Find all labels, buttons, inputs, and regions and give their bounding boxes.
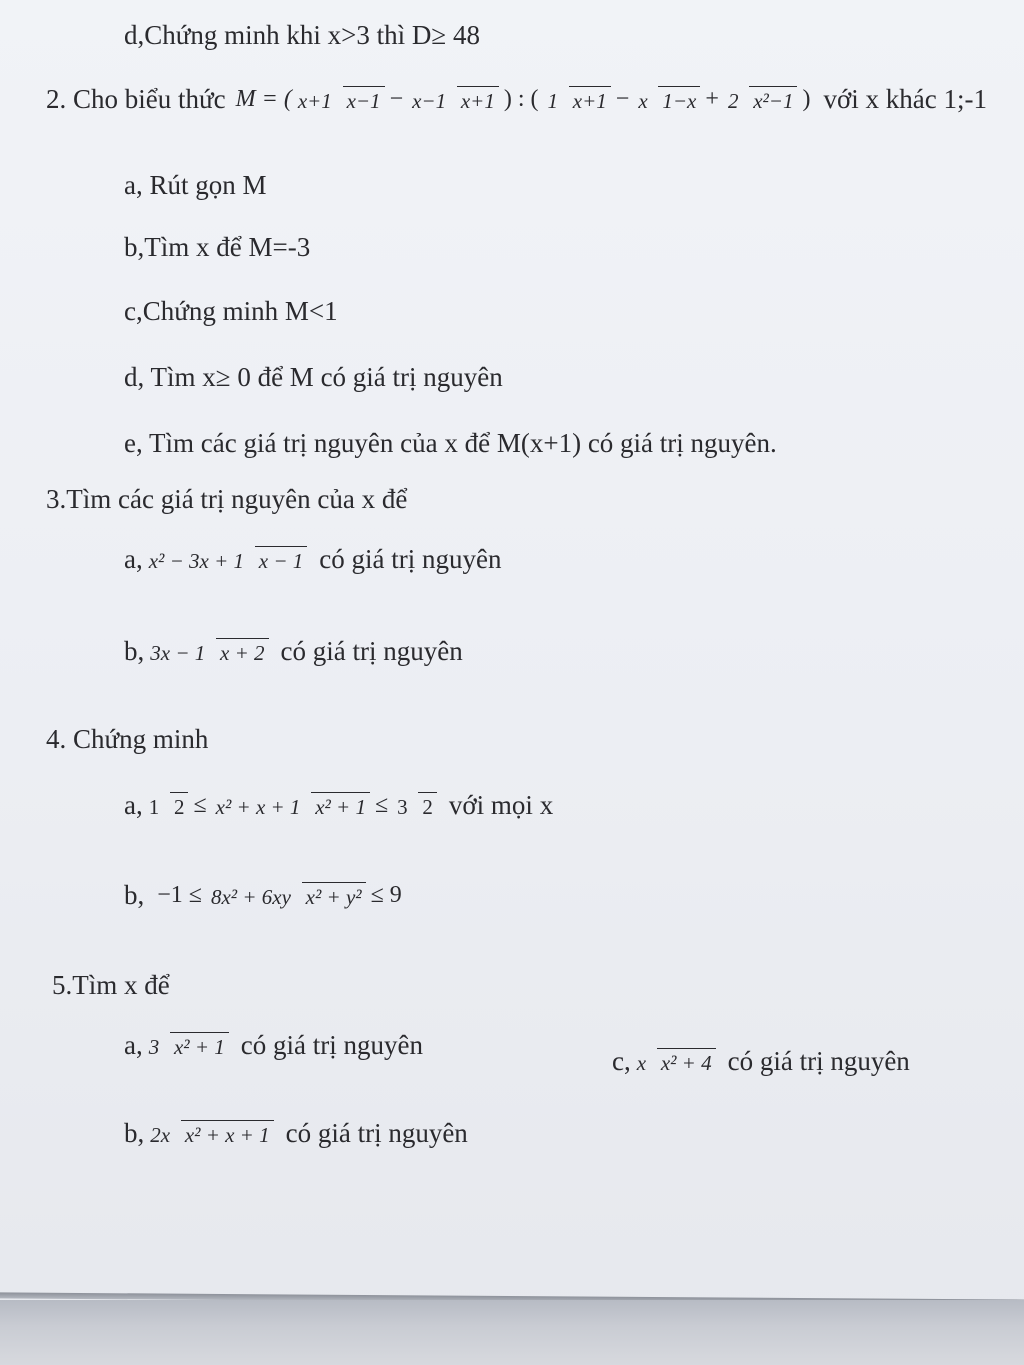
item-1d-text: d,Chứng minh khi x>3 thì D≥ 48 xyxy=(124,20,480,50)
fraction-5b: 2x x² + x + 1 xyxy=(146,1118,273,1149)
item-2b: b,Tìm x để M=-3 xyxy=(124,232,311,262)
item-2c: c,Chứng minh M<1 xyxy=(124,296,338,326)
item-4b: b, −1 ≤ 8x² + 6xy x² + y² ≤ 9 xyxy=(124,880,402,910)
problem-5: 5.Tìm x để xyxy=(52,970,170,1000)
fraction-5a: 3 x² + 1 xyxy=(145,1030,229,1061)
problem-2-condition: với x khác 1;-1 xyxy=(823,84,987,114)
fraction-3b: 3x − 1 x + 2 xyxy=(146,636,268,667)
item-2a: a, Rút gọn M xyxy=(124,170,267,200)
item-3b: b, 3x − 1 x + 2 có giá trị nguyên xyxy=(124,636,463,666)
fraction-1: x+1 x−1 xyxy=(294,84,385,115)
item-3a: a, x² − 3x + 1 x − 1 có giá trị nguyên xyxy=(124,544,502,574)
item-5b: b, 2x x² + x + 1 có giá trị nguyên xyxy=(124,1118,468,1148)
problem-3: 3.Tìm các giá trị nguyên của x để xyxy=(46,484,408,514)
expr-m-open: M = ( xyxy=(235,86,292,112)
fraction-2: x−1 x+1 xyxy=(408,84,499,115)
problem-2: 2. Cho biểu thức M = ( x+1 x−1 − x−1 x+1 ) : ( 1 x+1 − x 1−x + 2 x²−1 ) với x khác 1;-1 xyxy=(46,84,987,114)
underlying-paper xyxy=(0,1300,1024,1365)
problem-2-intro: 2. Cho biểu thức xyxy=(46,84,226,114)
problem-4: 4. Chứng minh xyxy=(46,724,209,754)
fraction-4a-left: 1 2 xyxy=(145,790,189,821)
fraction-4: x 1−x xyxy=(634,84,700,115)
fraction-4a: x² + x + 1 x² + 1 xyxy=(212,790,370,821)
item-5c: c, x x² + 4 có giá trị nguyên xyxy=(612,1046,910,1076)
item-2d: d, Tìm x≥ 0 để M có giá trị nguyên xyxy=(124,362,503,392)
item-1d xyxy=(124,20,480,51)
fraction-4b: 8x² + 6xy x² + y² xyxy=(207,880,366,911)
item-5a: a, 3 x² + 1 có giá trị nguyên xyxy=(124,1030,423,1060)
fraction-5c: x x² + 4 xyxy=(633,1046,716,1077)
item-4a: a, 1 2 ≤ x² + x + 1 x² + 1 ≤ 3 2 với mọi x xyxy=(124,790,554,820)
fraction-4a-right: 3 2 xyxy=(393,790,437,821)
fraction-3a: x² − 3x + 1 x − 1 xyxy=(145,544,308,575)
item-2e: e, Tìm các giá trị nguyên của x để M(x+1) có giá trị nguyên. xyxy=(124,428,777,458)
fraction-3: 1 x+1 xyxy=(544,84,611,115)
fraction-5: 2 x²−1 xyxy=(724,84,798,115)
